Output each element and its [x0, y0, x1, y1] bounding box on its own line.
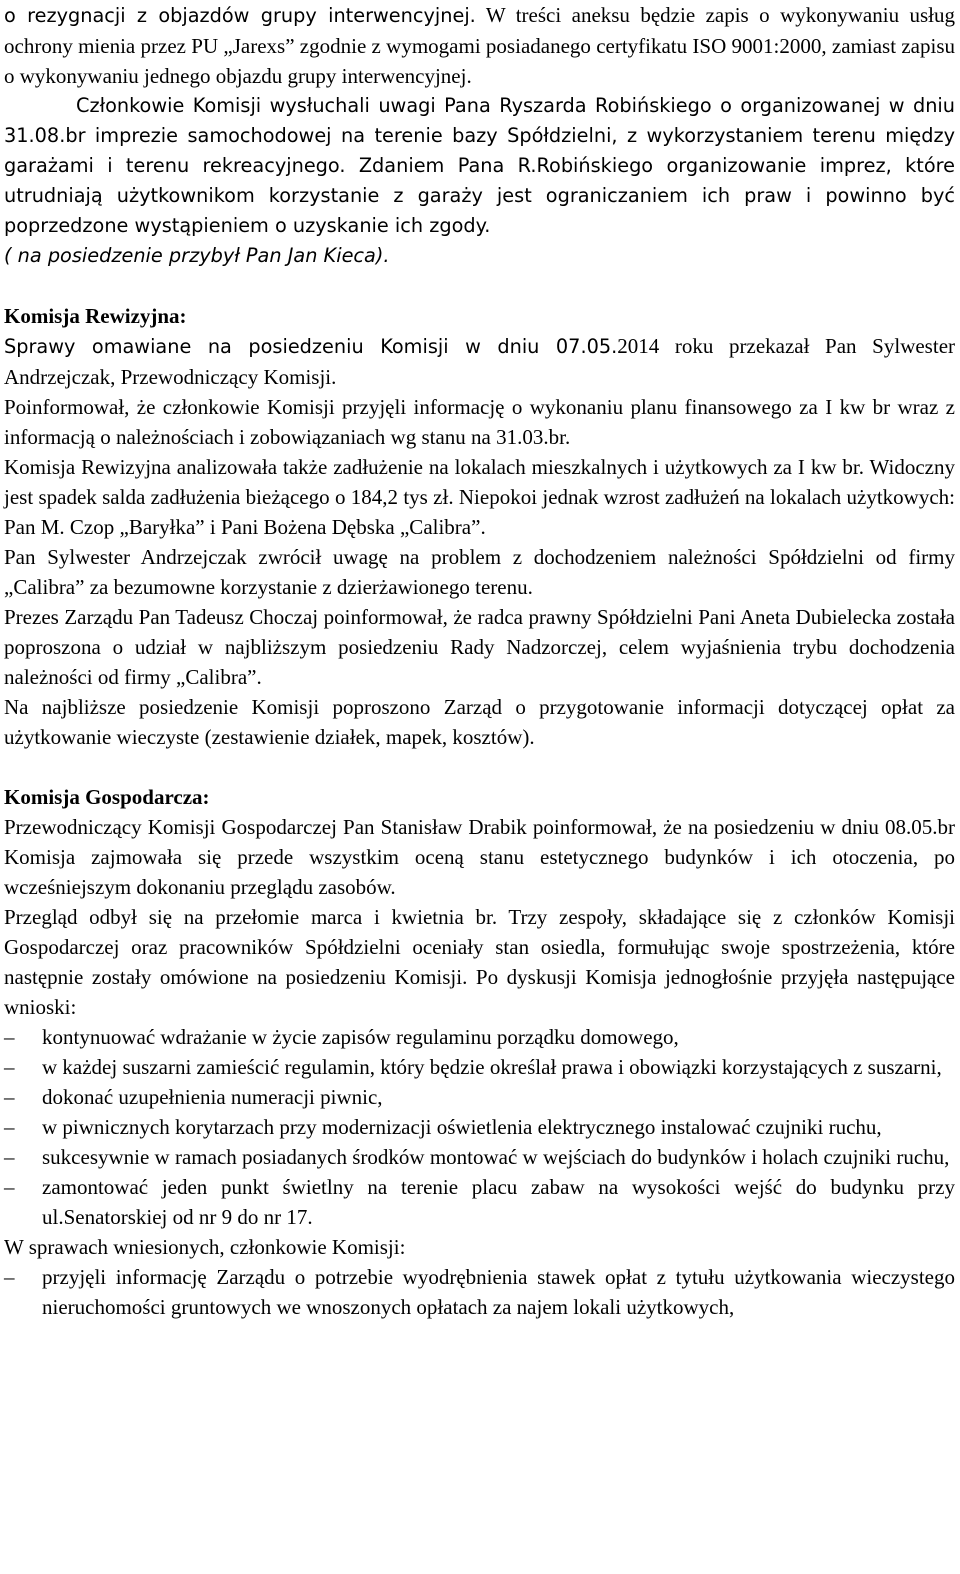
list-item-text: w piwnicznych korytarzach przy modernizacji oświetlenia elektrycznego instalować czujniki ruchu, [42, 1115, 882, 1139]
list-item [4, 1172, 955, 1232]
dash-bullet-icon: – [4, 1115, 15, 1139]
heading-komisja-gospodarcza: Komisja Gospodarcza: [4, 785, 210, 809]
paragraph-rewizyjna-6: Na najbliższe posiedzenie Komisji poproszono Zarząd o przygotowanie informacji dotyczącej opłat za użytkowanie wieczyste (zestawienie działek, mapek, kosztów). [4, 695, 955, 749]
spacer [4, 752, 955, 782]
paragraph-aneks [4, 0, 955, 91]
list-item [4, 1022, 955, 1052]
dash-bullet-icon: – [4, 1025, 15, 1049]
paragraph-rewizyjna-1 [4, 331, 955, 392]
list-item [4, 1082, 955, 1112]
text-run-sans: Sprawy omawiane na posiedzeniu Komisji w dniu 07.05. [4, 335, 618, 358]
list-item-text: zamontować jeden punkt świetlny na terenie placu zabaw na wysokości wejść do budynku przy ul.Senatorskiej od nr 9 do nr 17. [42, 1175, 955, 1229]
heading-komisja-rewizyjna: Komisja Rewizyjna: [4, 304, 187, 328]
dash-bullet-icon: – [4, 1055, 15, 1079]
list-item [4, 1052, 955, 1082]
paragraph-rewizyjna-2: Poinformował, że członkowie Komisji przyjęli informację o wykonaniu planu finansowego za I kw br wraz z informacją o należnościach i zobowiązaniach wg stanu na 31.03.br. [4, 395, 955, 449]
list-item-text: kontynuować wdrażanie w życie zapisów regulaminu porządku domowego, [42, 1025, 679, 1049]
paragraph-gospodarcza-2: Przegląd odbył się na przełomie marca i kwietnia br. Trzy zespoły, składające się z członków Komisji Gospodarczej oraz pracowników Spółdzielni oceniały stan osiedla, formułując swoje spostrzeżenia, które następnie zostały omówione na posiedzeniu Komisji. Po dyskusji Komisja jednogłośnie przyjęła następujące wnioski: [4, 905, 955, 1019]
list-item [4, 1142, 955, 1172]
dash-bullet-icon: – [4, 1145, 15, 1169]
dash-bullet-icon: – [4, 1085, 15, 1109]
list-wnioski [4, 1022, 955, 1232]
list-item-text: sukcesywnie w ramach posiadanych środków montować w wejściach do budynków i holach czujniki ruchu, [42, 1145, 950, 1169]
text-run-sans: o rezygnacji z objazdów grupy interwencyjnej. [4, 4, 476, 27]
paragraph-rewizyjna-4: Pan Sylwester Andrzejczak zwrócił uwagę na problem z dochodzeniem należności Spółdzielni od firmy „Calibra” za bezumowne korzystanie z dzierżawionego terenu. [4, 545, 955, 599]
list-sprawy [4, 1262, 955, 1322]
list-item-text: w każdej suszarni zamieścić regulamin, który będzie określał prawa i obowiązki korzystających z suszarni, [42, 1055, 942, 1079]
paragraph-gospodarcza-1: Przewodniczący Komisji Gospodarczej Pan Stanisław Drabik poinformował, że na posiedzeniu w dniu 08.05.br Komisja zajmowała się przede wszystkim oceną stanu estetycznego budynków i ich otoczenia, po wcześniejszym dokonaniu przeglądu zasobów. [4, 815, 955, 899]
spacer [4, 271, 955, 301]
text-run-serif: W treści aneksu będzie zapis o wykonywaniu usług ochrony mienia przez PU „Jarexs” zgodnie z wymogami posiadanego certyfikatu ISO 9001:2000, zamiast zapisu o wykonywaniu jednego objazdu grupy interwencyjnej. [4, 3, 955, 88]
paragraph-rewizyjna-3: Komisja Rewizyjna analizowała także zadłużenie na lokalach mieszkalnych i użytkowych za I kw br. Widoczny jest spadek salda zadłużenia bieżącego o 184,2 tys zł. Niepokoi jednak wzrost zadłużeń na lokalach użytkowych: Pan M. Czop „Baryłka” i Pani Bożena Dębska „Calibra”. [4, 455, 955, 539]
paragraph-sprawy-wniesione: W sprawach wniesionych, członkowie Komisji: [4, 1235, 406, 1259]
list-item [4, 1112, 955, 1142]
dash-bullet-icon: – [4, 1265, 15, 1289]
list-item-text: przyjęli informację Zarządu o potrzebie wyodrębnienia stawek opłat z tytułu użytkowania wieczystego nieruchomości gruntowych we wnoszonych opłatach za najem lokali użytkowych, [42, 1265, 955, 1319]
paragraph-note-kieca: ( na posiedzenie przybył Pan Jan Kieca). [4, 244, 390, 267]
list-item-text: dokonać uzupełnienia numeracji piwnic, [42, 1085, 383, 1109]
list-item [4, 1262, 955, 1322]
text-run-serif: 2014 roku przekazał Pan Sylwester Andrzejczak, Przewodniczący Komisji. [4, 334, 956, 389]
paragraph-robinski: Członkowie Komisji wysłuchali uwagi Pana Ryszarda Robińskiego o organizowanej w dniu 31.08.br imprezie samochodowej na terenie bazy Spółdzielni, z wykorzystaniem terenu między garażami i terenu rekreacyjnego. Zdaniem Pana R.Robińskiego organizowanie imprez, które utrudniają użytkownikom korzystanie z garaży jest ograniczaniem ich praw i powinno być poprzedzone wystąpieniem o uzyskanie ich zgody. [4, 94, 955, 237]
dash-bullet-icon: – [4, 1175, 15, 1199]
paragraph-rewizyjna-5: Prezes Zarządu Pan Tadeusz Choczaj poinformował, że radca prawny Spółdzielni Pani Aneta Dubielecka została poproszona o udział w najbliższym posiedzeniu Rady Nadzorczej, celem wyjaśnienia trybu dochodzenia należności od firmy „Calibra”. [4, 605, 955, 689]
